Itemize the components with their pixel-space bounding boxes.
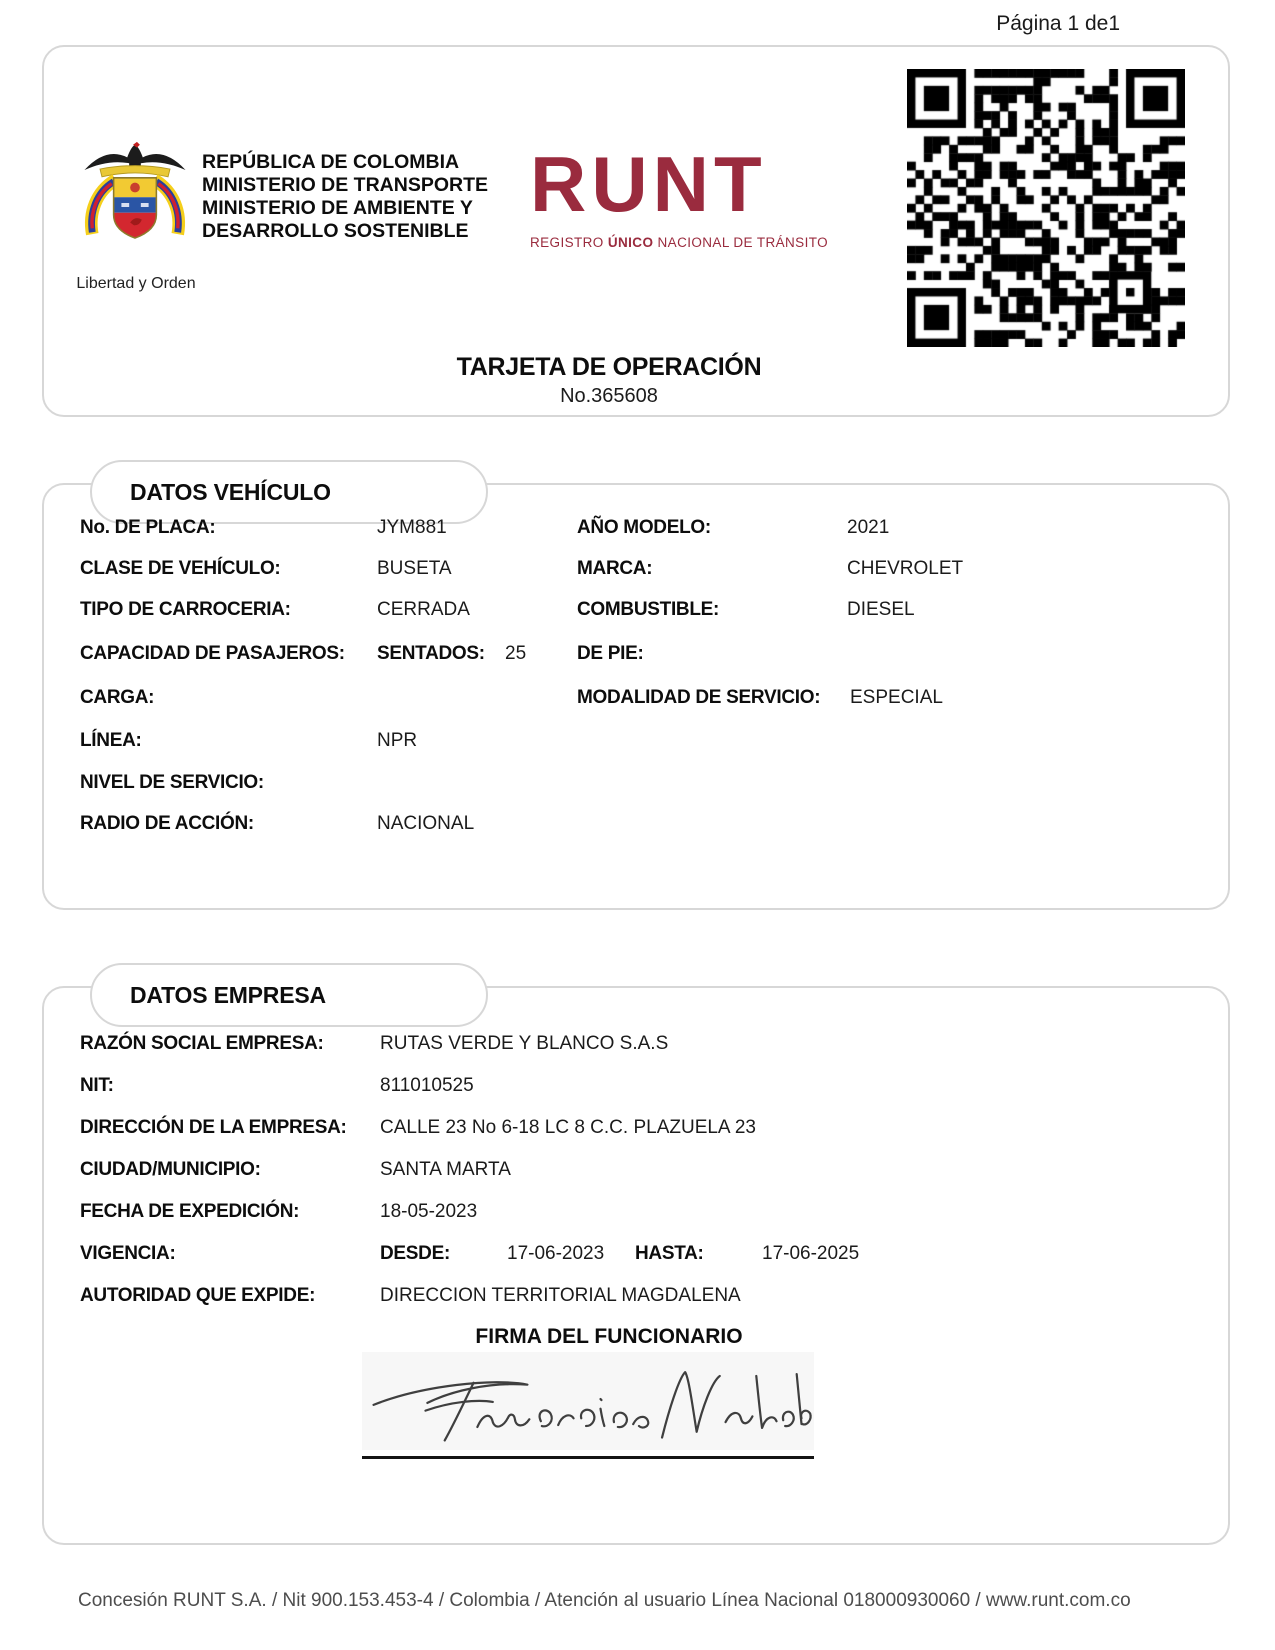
marca-label: MARCA: bbox=[577, 558, 653, 579]
runt-logo bbox=[530, 140, 829, 250]
vigencia-desde-label: DESDE: bbox=[380, 1243, 450, 1264]
modalidad-label: MODALIDAD DE SERVICIO: bbox=[577, 687, 821, 708]
carroceria-label: TIPO DE CARROCERIA: bbox=[80, 599, 291, 620]
signature-image bbox=[362, 1352, 814, 1450]
linea-label: LÍNEA: bbox=[80, 730, 142, 751]
field-row bbox=[44, 643, 1228, 669]
razon-social-value: RUTAS VERDE Y BLANCO S.A.S bbox=[380, 1033, 669, 1054]
vigencia-desde-value: 17-06-2023 bbox=[507, 1243, 605, 1264]
vehicle-data-card bbox=[42, 478, 1230, 910]
colombia-coat-of-arms-icon bbox=[76, 137, 194, 273]
sentados-value: 25 bbox=[505, 643, 527, 664]
field-row bbox=[44, 558, 1228, 584]
radio-accion-label: RADIO DE ACCIÓN: bbox=[80, 813, 254, 834]
modalidad-value: ESPECIAL bbox=[850, 687, 943, 708]
vigencia-label: VIGENCIA: bbox=[80, 1243, 176, 1264]
carroceria-value: CERRADA bbox=[377, 599, 470, 620]
fecha-expedicion-value: 18-05-2023 bbox=[380, 1201, 478, 1222]
field-row bbox=[44, 1117, 1228, 1143]
ministry-line: REPÚBLICA DE COLOMBIA bbox=[202, 151, 460, 173]
autoridad-value: DIRECCION TERRITORIAL MAGDALENA bbox=[380, 1285, 741, 1306]
qr-code bbox=[907, 69, 1185, 347]
combustible-value: DIESEL bbox=[847, 599, 915, 620]
carga-label: CARGA: bbox=[80, 687, 155, 708]
nit-label: NIT: bbox=[80, 1075, 114, 1096]
clase-value: BUSETA bbox=[377, 558, 452, 579]
vigencia-hasta-value: 17-06-2025 bbox=[762, 1243, 860, 1264]
signature-francisco-machado bbox=[362, 1352, 814, 1450]
fecha-expedicion-label: FECHA DE EXPEDICIÓN: bbox=[80, 1201, 300, 1222]
field-row bbox=[44, 517, 1228, 543]
radio-accion-value: NACIONAL bbox=[377, 813, 475, 834]
ministry-line: MINISTERIO DE TRANSPORTE bbox=[202, 174, 489, 196]
direccion-label: DIRECCIÓN DE LA EMPRESA: bbox=[80, 1117, 347, 1138]
document-number: No.365608 bbox=[560, 385, 658, 407]
ciudad-label: CIUDAD/MUNICIPIO: bbox=[80, 1159, 261, 1180]
firma-title: FIRMA DEL FUNCIONARIO bbox=[475, 1325, 743, 1348]
field-row bbox=[44, 813, 1228, 839]
ministry-header bbox=[202, 151, 488, 243]
field-row bbox=[44, 1075, 1228, 1101]
placa-label: No. DE PLACA: bbox=[80, 517, 216, 538]
vigencia-hasta-label: HASTA: bbox=[635, 1243, 704, 1264]
marca-value: CHEVROLET bbox=[847, 558, 964, 579]
razon-social-label: RAZÓN SOCIAL EMPRESA: bbox=[80, 1033, 324, 1054]
field-row bbox=[44, 599, 1228, 625]
field-row bbox=[44, 1033, 1228, 1059]
anio-modelo-value: 2021 bbox=[847, 517, 890, 538]
autoridad-label: AUTORIDAD QUE EXPIDE: bbox=[80, 1285, 316, 1306]
runt-tagline: REGISTRO ÚNICO NACIONAL DE TRÁNSITO bbox=[530, 235, 829, 250]
vehicle-section-tab: DATOS VEHÍCULO bbox=[90, 460, 488, 524]
sentados-label: SENTADOS: bbox=[377, 643, 485, 664]
ministry-line: DESARROLLO SOSTENIBLE bbox=[202, 220, 469, 242]
footer-text: Concesión RUNT S.A. / Nit 900.153.453-4 / Colombia / Atención al usuario Línea Nacional 018000930060 / www.runt.com.co bbox=[78, 1590, 1131, 1611]
placa-value: JYM881 bbox=[377, 517, 447, 538]
company-section-tab: DATOS EMPRESA bbox=[90, 963, 488, 1027]
runt-logo-text: RUNT bbox=[530, 140, 767, 228]
anio-modelo-label: AÑO MODELO: bbox=[577, 517, 711, 538]
field-row bbox=[44, 1159, 1228, 1185]
nivel-servicio-label: NIVEL DE SERVICIO: bbox=[80, 772, 264, 793]
combustible-label: COMBUSTIBLE: bbox=[577, 599, 720, 620]
field-row bbox=[44, 1243, 1228, 1269]
crest-caption: Libertad y Orden bbox=[76, 275, 196, 292]
document-title-block bbox=[44, 353, 1174, 408]
de-pie-label: DE PIE: bbox=[577, 643, 644, 664]
field-row bbox=[44, 730, 1228, 756]
field-row bbox=[44, 772, 1228, 798]
field-row bbox=[44, 1285, 1228, 1311]
signature-line bbox=[362, 1456, 814, 1459]
capacidad-label: CAPACIDAD DE PASAJEROS: bbox=[80, 643, 345, 664]
ciudad-value: SANTA MARTA bbox=[380, 1159, 511, 1180]
page-number-label: Página 1 de1 bbox=[996, 12, 1120, 35]
clase-label: CLASE DE VEHÍCULO: bbox=[80, 558, 281, 579]
header-card bbox=[42, 45, 1230, 417]
field-row bbox=[44, 687, 1228, 713]
direccion-value: CALLE 23 No 6-18 LC 8 C.C. PLAZUELA 23 bbox=[380, 1117, 756, 1138]
field-row bbox=[44, 1201, 1228, 1227]
ministry-line: MINISTERIO DE AMBIENTE Y bbox=[202, 197, 473, 219]
company-data-card bbox=[42, 981, 1230, 1545]
nit-value: 811010525 bbox=[380, 1075, 474, 1096]
linea-value: NPR bbox=[377, 730, 418, 751]
document-title: TARJETA DE OPERACIÓN bbox=[456, 353, 762, 381]
